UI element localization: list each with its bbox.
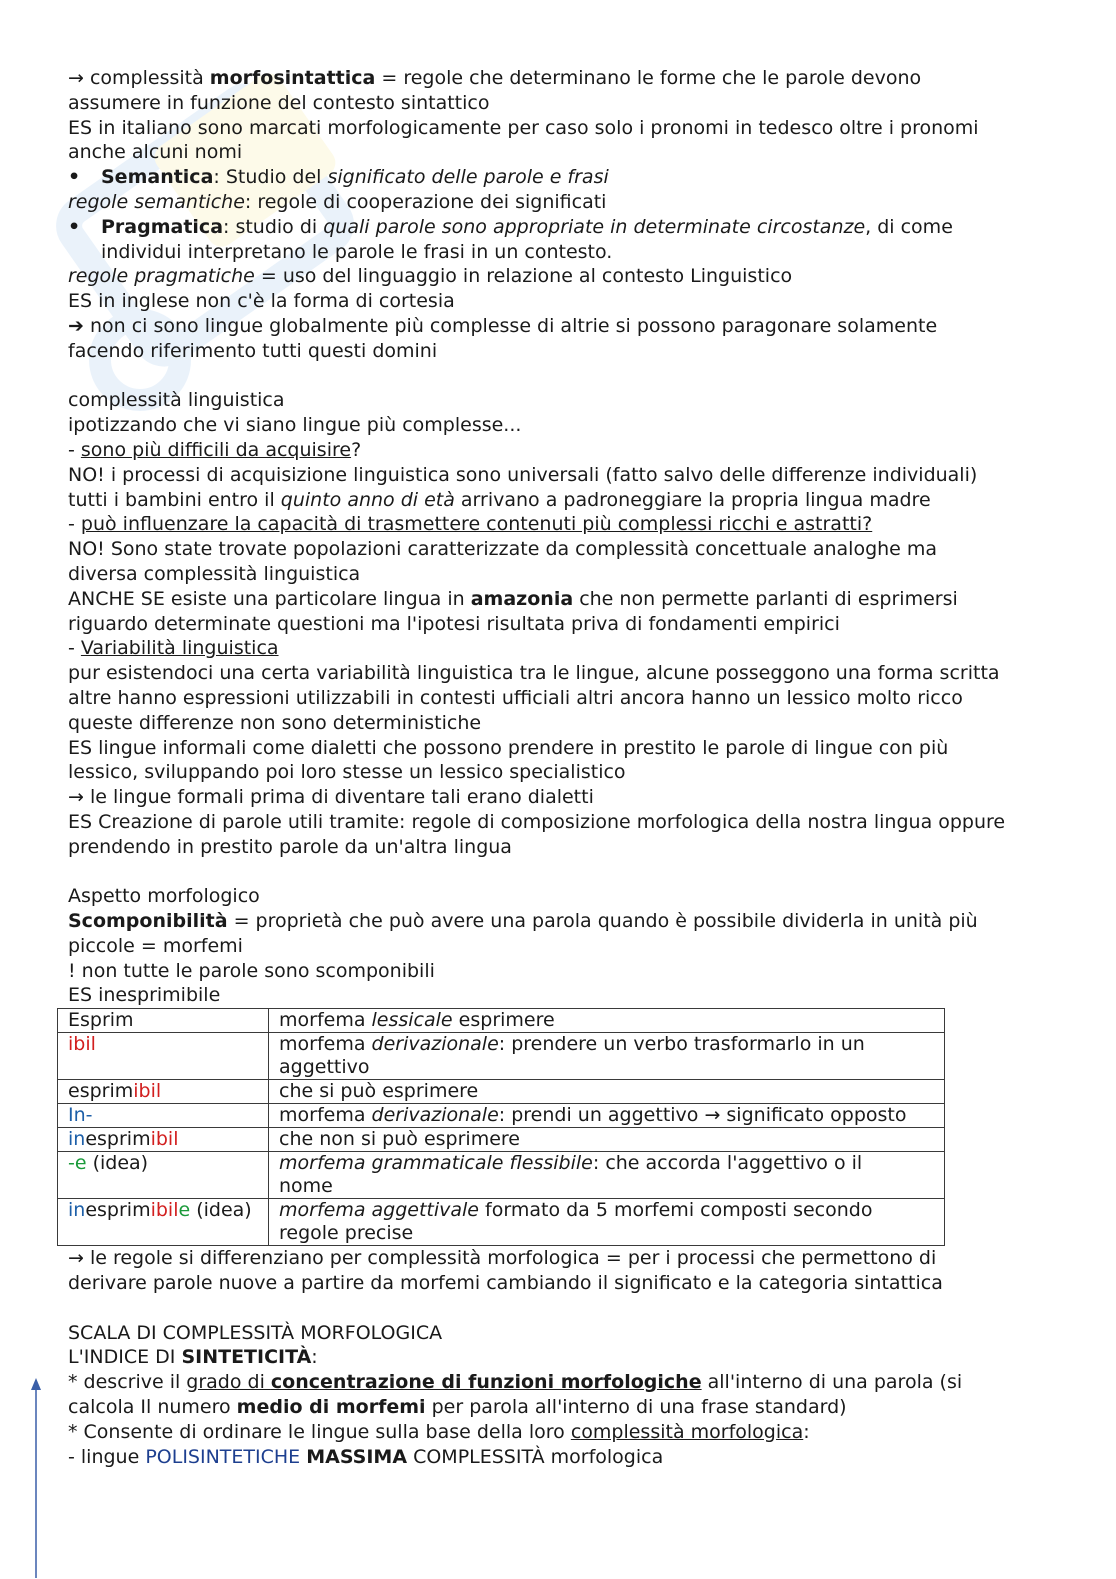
table-row: -e (idea) morfema grammaticale flessibile: che accorda l'aggettivo o il nome [58,1152,945,1199]
text-line: regole semantiche: regole di cooperazione dei significati [68,190,607,213]
text-line: ES in italiano sono marcati morfologicamente per caso solo i pronomi in tedesco oltre i pronomi [68,116,979,139]
text-line: - lingue POLISINTETICHE MASSIMA COMPLESSITÀ morfologica [68,1445,664,1468]
text-line: ANCHE SE esiste una particolare lingua in amazonia che non permette parlanti di esprimersi [68,587,958,610]
text-line: Scomponibilità = proprietà che può avere una parola quando è possibile dividerla in unità più [68,910,978,933]
section-heading: SCALA DI COMPLESSITÀ MORFOLOGICA [68,1321,443,1344]
text-line: calcola Il numero medio di morfemi per parola all'interno di una frase standard) [68,1396,847,1419]
text-line: ➔ non ci sono lingue globalmente più complesse di altrie si possono paragonare solamente [68,314,938,337]
text-line: ipotizzando che vi siano lingue più complesse... [68,414,522,437]
text-line: NO! i processi di acquisizione linguistica sono universali (fatto salvo delle differenze individuali) [68,463,978,486]
morpheme-table [57,1008,945,1246]
text-line: * Consente di ordinare le lingue sulla base della loro complessità morfologica: [68,1420,810,1443]
bullet-pragmatica: • Pragmatica: studio di quali parole sono appropriate in determinate circostanze, di come individui interpretano le parole le frasi in un contesto. [68,215,1048,265]
text-line: queste differenze non sono deterministiche [68,711,482,734]
text-line: riguardo determinate questioni ma l'ipotesi risultata priva di fondamenti empirici [68,612,840,635]
section-heading: complessità linguistica [68,389,285,412]
document-body [68,66,1048,1469]
text-line: ! non tutte le parole sono scomponibili [68,959,435,982]
text-line: facendo riferimento tutti questi domini [68,339,438,362]
text-line: lessico, sviluppando poi loro stesse un lessico specialistico [68,761,626,784]
text-line: pur esistendoci una certa variabilità linguistica tra le lingue, alcune posseggono una forma scritta [68,662,1000,685]
text-line: ES in inglese non c'è la forma di cortesia [68,290,455,313]
section-heading: Aspetto morfologico [68,885,260,908]
text-line: - sono più difficili da acquisire? [68,438,362,461]
text-line: piccole = morfemi [68,934,243,957]
text-line: prendendo in prestito parole da un'altra lingua [68,835,512,858]
text-line: → le lingue formali prima di diventare tali erano dialetti [68,786,594,809]
text-line: ES inesprimibile [68,984,221,1007]
table-row: In- morfema derivazionale: prendi un aggettivo → significato opposto [58,1104,945,1128]
table-row: inesprimibile (idea) morfema aggettivale formato da 5 morfemi composti secondo regole precise [58,1199,945,1246]
text-line: - può influenzare la capacità di trasmettere contenuti più complessi ricchi e astratti? [68,513,873,536]
text-line: tutti i bambini entro il quinto anno di età arrivano a padroneggiare la propria lingua madre [68,488,931,511]
table-row: Esprim morfema lessicale esprimere [58,1009,945,1033]
table-row: esprimibil che si può esprimere [58,1080,945,1104]
text-line: regole pragmatiche = uso del linguaggio in relazione al contesto Linguistico [68,265,793,288]
text-line: ES Creazione di parole utili tramite: regole di composizione morfologica della nostra lingua oppure [68,810,1006,833]
text-line: derivare parole nuove a partire da morfemi cambiando il significato e la categoria sintattica [68,1272,943,1295]
bullet-semantica: • Semantica: Studio del significato delle parole e frasi [68,165,1048,190]
text-line: - Variabilità linguistica [68,637,279,660]
text-line: diversa complessità linguistica [68,562,361,585]
text-line: altre hanno espressioni utilizzabili in contesti ufficiali altri ancora hanno un lessico molto ricco [68,686,963,709]
text-line: * descrive il grado di concentrazione di funzioni morfologiche all'interno di una parola (si [68,1371,963,1394]
table-row: inesprimibil che non si può esprimere [58,1128,945,1152]
scale-arrow-icon [28,1378,44,1578]
table-row: ibil morfema derivazionale: prendere un verbo trasformarlo in un aggettivo [58,1033,945,1080]
text-line: NO! Sono state trovate popolazioni caratterizzate da complessità concettuale analoghe ma [68,538,938,561]
text-line: assumere in funzione del contesto sintattico [68,91,490,114]
text-line: → le regole si differenziano per complessità morfologica = per i processi che permettono di [68,1247,937,1270]
text-line: → complessità morfosintattica = regole che determinano le forme che le parole devono [68,67,922,89]
text-line: ES lingue informali come dialetti che possono prendere in prestito le parole di lingue con più [68,736,949,759]
text-line: L'INDICE DI SINTETICITÀ: [68,1346,318,1369]
text-line: anche alcuni nomi [68,141,243,164]
